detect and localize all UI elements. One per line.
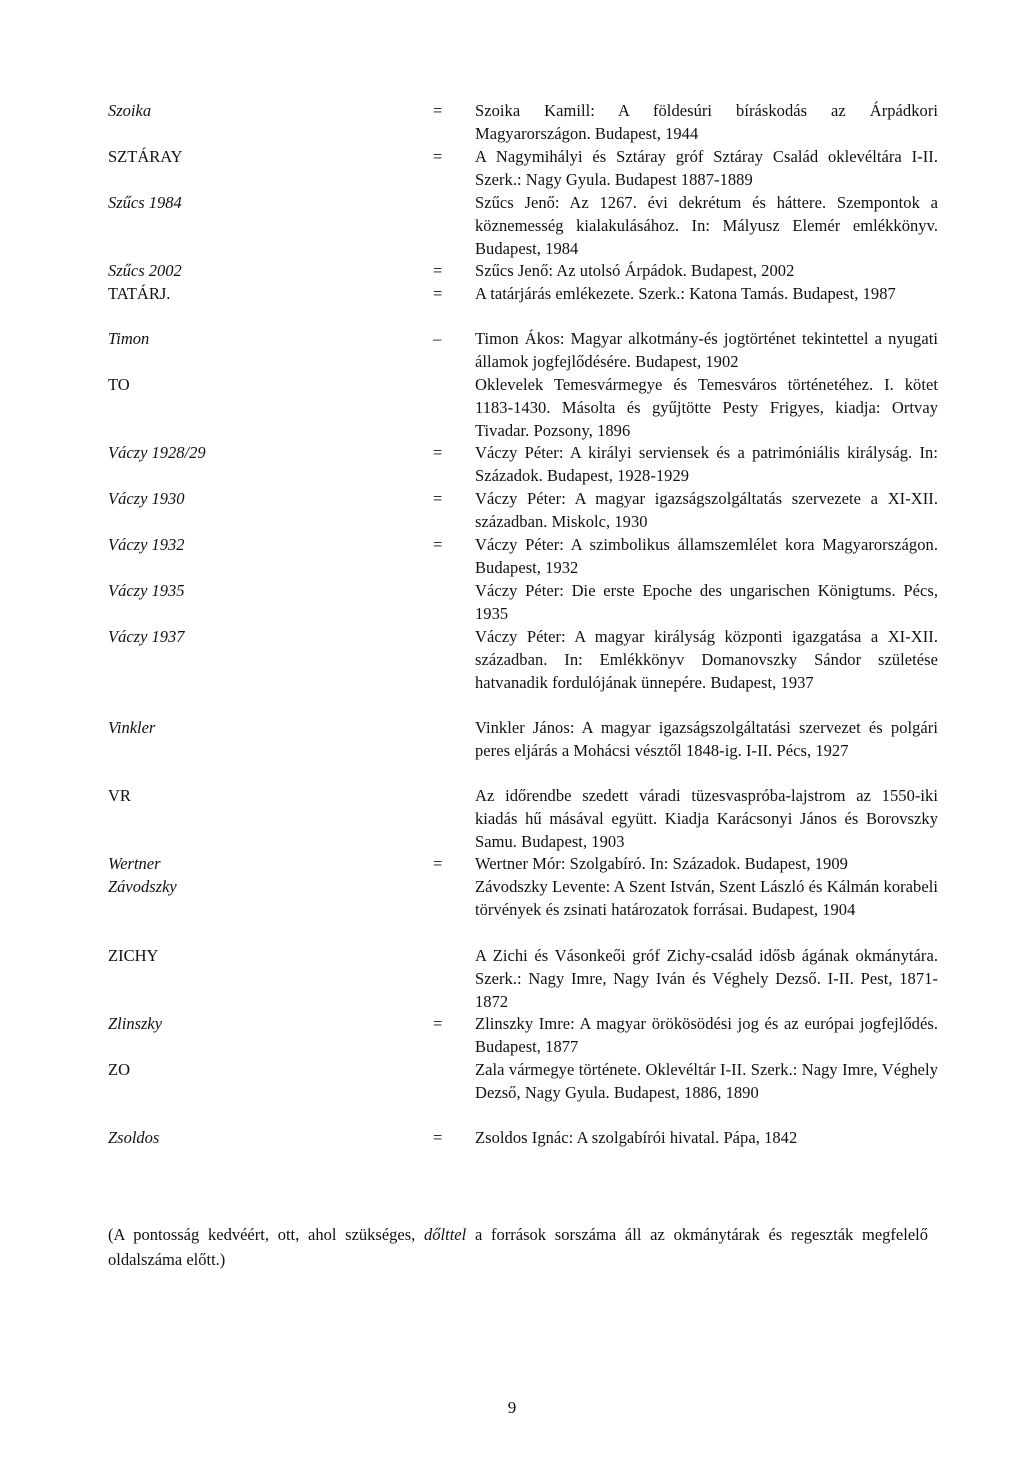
entry-reference: Szűcs Jenő: Az utolsó Árpádok. Budapest, 2002 [475, 261, 795, 280]
entry-reference: Váczy Péter: A magyar igazságszolgáltatás szervezete a XI-XII. században. Miskolc, 1930 [475, 489, 938, 531]
entry-separator: – [433, 329, 442, 348]
bibliography-entry [108, 146, 938, 192]
entry-abbreviation: TO [108, 375, 130, 394]
page-number: 9 [507, 1398, 517, 1417]
bibliography-entry [108, 442, 938, 488]
entry-abbreviation: Wertner [108, 854, 161, 873]
entry-abbreviation: ZICHY [108, 946, 159, 965]
entry-separator: = [433, 1014, 443, 1033]
entry-reference: Oklevelek Temesvármegye és Temesváros történetéhez. I. kötet 1183-1430. Másolta és gyűjtötte Pesty Frigyes, kiadja: Ortvay Tivadar. Pozsony, 1896 [475, 375, 938, 440]
entry-abbreviation: Váczy 1935 [108, 581, 185, 600]
bibliography-entry [108, 1127, 938, 1150]
bibliography-entry [108, 853, 938, 876]
entry-abbreviation: Szűcs 1984 [108, 193, 182, 212]
entry-abbreviation: ZO [108, 1060, 130, 1079]
entry-reference: Váczy Péter: Die erste Epoche des ungarischen Königtums. Pécs, 1935 [475, 581, 938, 623]
entry-reference: Vinkler János: A magyar igazságszolgáltatási szervezet és polgári peres eljárás a Mohácsi vésztől 1848-ig. I-II. Pécs, 1927 [475, 718, 938, 760]
bibliography-entry [108, 192, 938, 260]
entry-separator: = [433, 101, 443, 120]
bibliography-entry [108, 580, 938, 626]
entry-separator: = [433, 284, 443, 303]
entry-reference: Wertner Mór: Szolgabíró. In: Századok. Budapest, 1909 [475, 854, 848, 873]
bibliography-entry [108, 785, 938, 853]
bibliography-entry [108, 626, 938, 694]
bibliography-entry [108, 374, 938, 442]
bibliography-entry [108, 1013, 938, 1059]
entry-abbreviation: VR [108, 786, 131, 805]
bibliography-entry [108, 534, 938, 580]
entry-reference: Váczy Péter: A magyar királyság központi igazgatása a XI-XII. században. In: Emlékkönyv Domanovszky Sándor születése hatvanadik fordulójának ünnepére. Budapest, 1937 [475, 627, 938, 692]
entry-reference: Závodszky Levente: A Szent István, Szent László és Kálmán korabeli törvények és zsinati határozatok forrásai. Budapest, 1904 [475, 877, 938, 919]
footnote [108, 1222, 928, 1272]
entry-separator: = [433, 854, 443, 873]
entry-separator: = [433, 1128, 443, 1147]
bibliography-entry [108, 328, 938, 374]
entry-abbreviation: Váczy 1930 [108, 489, 185, 508]
footnote-text-before: (A pontosság kedvéért, ott, ahol szükséges, [108, 1225, 425, 1244]
entry-reference: Az időrendbe szedett váradi tüzesvaspróba-lajstrom az 1550-iki kiadás hű másával együtt. Kiadja Karácsonyi János és Borovszky Samu. Budapest, 1903 [475, 786, 938, 851]
entry-abbreviation: Szűcs 2002 [108, 261, 182, 280]
entry-reference: Szűcs Jenő: Az 1267. évi dekrétum és háttere. Szempontok a köznemesség kialakulásához. In: Mályusz Elemér emlékkönyv. Budapest, 1984 [475, 193, 938, 258]
entry-separator: = [433, 535, 443, 554]
entry-abbreviation: Zlinszky [108, 1014, 163, 1033]
entry-abbreviation: Timon [108, 329, 150, 348]
bibliography-entry [108, 876, 938, 922]
bibliography-entry [108, 260, 938, 283]
footnote-text-italic: dőlttel [424, 1225, 467, 1244]
entry-abbreviation: Vinkler [108, 718, 156, 737]
entry-separator: = [433, 147, 443, 166]
entry-reference: Szoika Kamill: A földesúri bíráskodás az Árpádkori Magyarországon. Budapest, 1944 [475, 101, 938, 143]
entry-reference: Zala vármegye története. Oklevéltár I-II. Szerk.: Nagy Imre, Véghely Dezső, Nagy Gyula. Budapest, 1886, 1890 [475, 1060, 938, 1102]
entry-abbreviation: Váczy 1937 [108, 627, 185, 646]
bibliography-entry [108, 717, 938, 763]
bibliography-entry [108, 283, 938, 306]
entry-abbreviation: Váczy 1928/29 [108, 443, 206, 462]
entry-abbreviation: Závodszky [108, 877, 177, 896]
entry-abbreviation: Szoika [108, 101, 152, 120]
entry-reference: Zlinszky Imre: A magyar örökösödési jog és az európai jogfejlődés. Budapest, 1877 [475, 1014, 938, 1056]
entry-abbreviation: SZTÁRAY [108, 147, 183, 166]
entry-abbreviation: Zsoldos [108, 1128, 160, 1147]
entry-reference: Timon Ákos: Magyar alkotmány-és jogtörténet tekintettel a nyugati államok jogfejlődésére. Budapest, 1902 [475, 329, 938, 371]
bibliography-entry [108, 100, 938, 146]
entry-reference: Váczy Péter: A királyi serviensek és a patrimóniális királyság. In: Századok. Budapest, 1928-1929 [475, 443, 938, 485]
entry-abbreviation: Váczy 1932 [108, 535, 185, 554]
bibliography-entry [108, 488, 938, 534]
entry-separator: = [433, 261, 443, 280]
entry-reference: Váczy Péter: A szimbolikus államszemlélet kora Magyarországon. Budapest, 1932 [475, 535, 938, 577]
footnote-text-after: a források sorszáma áll az okmánytárak és regeszták megfelelő oldalszáma előtt.) [108, 1225, 928, 1269]
entry-reference: A Nagymihályi és Sztáray gróf Sztáray Család oklevéltára I-II. Szerk.: Nagy Gyula. Budapest 1887-1889 [475, 147, 938, 189]
bibliography-entry [108, 945, 938, 1013]
entry-separator: = [433, 489, 443, 508]
entry-reference: A Zichi és Vásonkeői gróf Zichy-család idősb ágának okmánytára. Szerk.: Nagy Imre, Nagy Iván és Véghely Dezső. I-II. Pest, 1871-1872 [475, 946, 938, 1011]
entry-reference: A tatárjárás emlékezete. Szerk.: Katona Tamás. Budapest, 1987 [475, 284, 896, 303]
entry-reference: Zsoldos Ignác: A szolgabírói hivatal. Pápa, 1842 [475, 1128, 798, 1147]
bibliography-entry [108, 1059, 938, 1105]
entry-abbreviation: TATÁRJ. [108, 284, 171, 303]
entry-separator: = [433, 443, 443, 462]
